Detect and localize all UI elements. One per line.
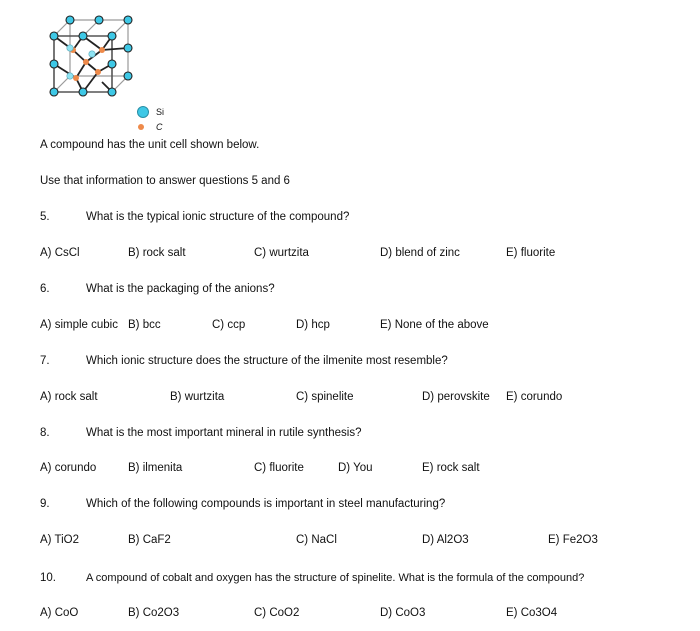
option-b[interactable]: B) rock salt	[128, 247, 186, 259]
option-e[interactable]: E) rock salt	[422, 462, 480, 474]
option-b[interactable]: B) bcc	[128, 319, 161, 331]
option-b[interactable]: B) Co2O3	[128, 607, 180, 619]
intro-line-1: A compound has the unit cell shown below.	[40, 139, 260, 151]
option-a[interactable]: A) CoO	[40, 607, 79, 619]
option-a[interactable]: A) simple cubic	[40, 319, 118, 331]
option-c[interactable]: C) wurtzita	[254, 247, 309, 259]
option-b[interactable]: B) wurtzita	[170, 391, 225, 403]
option-a[interactable]: A) rock salt	[40, 391, 98, 403]
option-e[interactable]: E) corundo	[506, 391, 563, 403]
question-text: What is the most important mineral in rutile synthesis?	[86, 427, 362, 439]
option-e[interactable]: E) Co3O4	[506, 607, 558, 619]
question-number: 8.	[40, 427, 50, 439]
option-b[interactable]: B) ilmenita	[128, 462, 183, 474]
option-c[interactable]: C) fluorite	[254, 462, 304, 474]
legend-si-label: Si	[156, 107, 165, 117]
legend-c-label: C	[156, 122, 163, 132]
option-c[interactable]: C) ccp	[212, 319, 246, 331]
option-e[interactable]: E) fluorite	[506, 247, 556, 259]
option-a[interactable]: A) corundo	[40, 462, 97, 474]
option-a[interactable]: A) CsCl	[40, 247, 80, 259]
question-text: A compound of cobalt and oxygen has the structure of spinelite. What is the formula of the compound?	[86, 572, 585, 584]
question-text: Which ionic structure does the structure of the ilmenite most resemble?	[86, 355, 448, 367]
question-text: What is the packaging of the anions?	[86, 283, 275, 295]
option-e[interactable]: E) None of the above	[380, 319, 489, 331]
legend-si-dot	[137, 106, 149, 118]
unit-cell-figure	[40, 8, 180, 116]
option-c[interactable]: C) NaCl	[296, 534, 337, 546]
legend-c-dot	[138, 124, 144, 130]
option-c[interactable]: C) CoO2	[254, 607, 300, 619]
option-d[interactable]: D) blend of zinc	[380, 247, 460, 259]
option-d[interactable]: D) CoO3	[380, 607, 426, 619]
option-c[interactable]: C) spinelite	[296, 391, 354, 403]
option-d[interactable]: D) Al2O3	[422, 534, 469, 546]
option-b[interactable]: B) CaF2	[128, 534, 171, 546]
question-text: What is the typical ionic structure of the compound?	[86, 211, 350, 223]
question-number: 10.	[40, 572, 56, 584]
question-number: 6.	[40, 283, 50, 295]
option-d[interactable]: D) hcp	[296, 319, 330, 331]
question-number: 5.	[40, 211, 50, 223]
question-number: 9.	[40, 498, 50, 510]
option-e[interactable]: E) Fe2O3	[548, 534, 598, 546]
question-text: Which of the following compounds is important in steel manufacturing?	[86, 498, 446, 510]
option-d[interactable]: D) You	[338, 462, 373, 474]
intro-line-2: Use that information to answer questions 5 and 6	[40, 175, 290, 187]
option-a[interactable]: A) TiO2	[40, 534, 79, 546]
option-d[interactable]: D) perovskite	[422, 391, 490, 403]
question-number: 7.	[40, 355, 50, 367]
